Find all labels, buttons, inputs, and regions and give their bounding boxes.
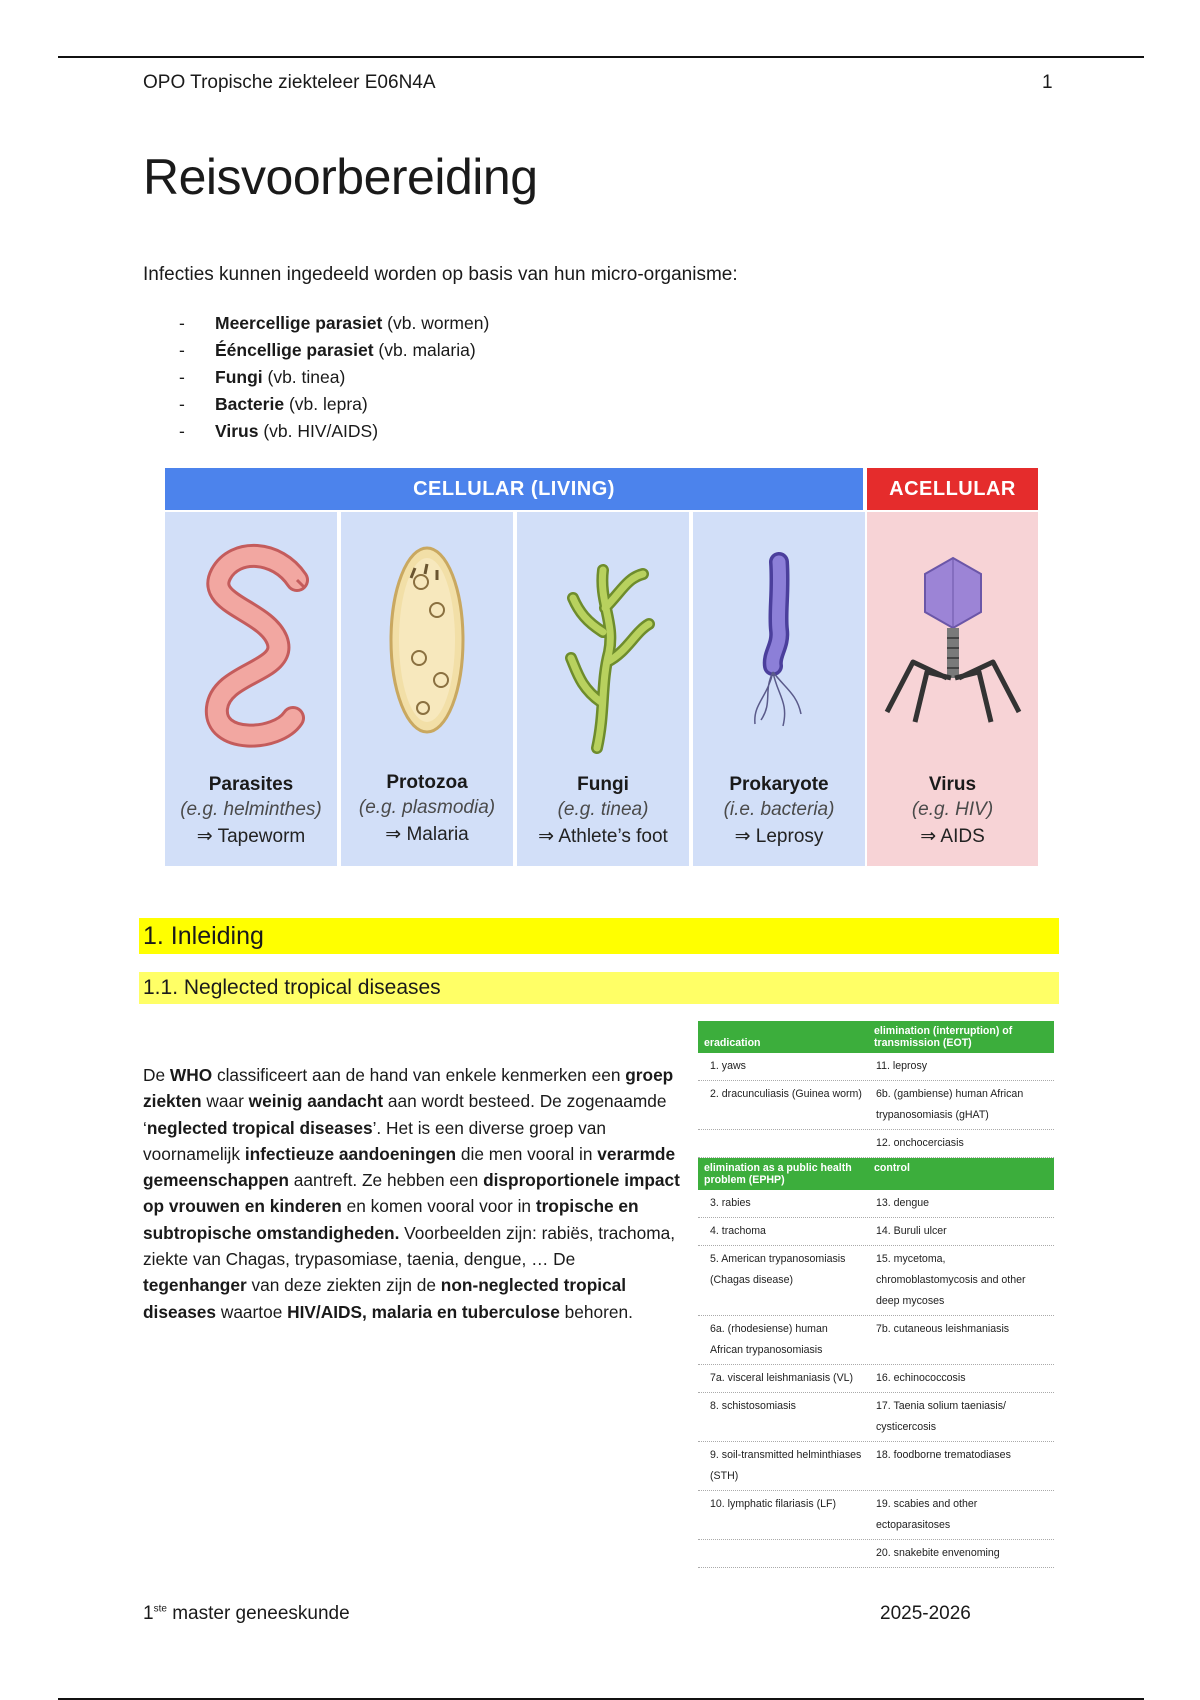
list-item: - Ééncellige parasiet (vb. malaria) [179,340,476,360]
panel-name: Prokaryote [729,774,829,795]
panel-example-disease: ⇒ Malaria [385,824,469,845]
panel-protozoa [341,512,513,866]
bacterium-icon [693,512,865,772]
panel-example-class: (e.g. helminthes) [180,799,322,820]
page-title: Reisvoorbereiding [143,149,538,205]
table-cell: 7a. visceral leishmaniasis (VL) [710,1372,854,1384]
heading-1: 1. Inleiding [143,922,264,950]
cellular-header: CELLULAR (LIVING) [165,468,863,510]
ntd-table [698,1021,1054,1568]
bold-run: disproportionele impact op vrouwen en kinderen [143,1170,680,1217]
acellular-header: ACELLULAR [867,468,1038,510]
table-group-right-header: control [874,1162,910,1174]
panel-example-class: (e.g. tinea) [557,799,649,820]
table-cell: 5. American trypanosomiasis (Chagas disease) [710,1253,846,1286]
panel-name: Virus [928,774,977,795]
table-cell: 18. foodborne trematodiases [876,1449,1011,1461]
text-run: De [143,1065,170,1085]
table-cell: 10. lymphatic filariasis (LF) [710,1498,836,1510]
text-run: behoren. [559,1301,633,1322]
table-cell: 19. scabies and other ectoparasitoses [876,1498,978,1531]
organism-list [143,310,489,445]
panel-fungi [517,512,689,866]
panel-example-disease: ⇒ Athlete’s foot [538,826,668,847]
table-cell: 20. snakebite envenoming [876,1547,1000,1559]
top-rule [58,56,1144,58]
bold-run: groep ziekten [143,1065,674,1112]
text-run: waartoe [216,1301,288,1322]
table-cell: 12. onchocerciasis [876,1137,964,1149]
table-cell: 14. Buruli ulcer [876,1225,947,1237]
table-group-header [698,1158,1054,1190]
heading-1-highlight [139,918,1059,954]
table-cell: 6b. (gambiense) human African trypanosomiasis (gHAT) [876,1088,1024,1121]
table-cell: 9. soil-transmitted helminthiases (STH) [710,1449,862,1482]
table-cell: 6a. (rhodesiense) human African trypanosomiasis [710,1323,828,1356]
table-group-left-header: elimination as a public health problem (EPHP) [704,1162,852,1186]
table-row [698,1442,1054,1491]
table-cell [698,1130,868,1157]
table-cell: 2. dracunculiasis (Guinea worm) [710,1088,862,1100]
panel-virus [867,512,1038,866]
text-run: en komen vooral voor in [341,1196,536,1217]
table-cell: 8. schistosomiasis [710,1400,796,1412]
table-group-header [698,1021,1054,1053]
text-run: Voorbeelden zijn: rabiës, trachoma, ziekte van Chagas, trypasomiase, taenia, dengue, … De [143,1222,676,1270]
bold-run: verarmde gemeenschappen [143,1143,676,1191]
fungi-icon [517,512,689,772]
table-row [698,1316,1054,1365]
table-cell: 15. mycetoma, chromoblastomycosis and other deep mycoses [876,1253,1026,1307]
table-row [698,1491,1054,1540]
virus-icon [867,512,1038,772]
text-run: van deze ziekten zijn de [246,1275,441,1296]
list-item: - Bacterie (vb. lepra) [179,394,368,414]
ntd-paragraph [143,1062,683,1325]
text-run: aantreft. Ze hebben een [288,1170,484,1191]
panel-name: Parasites [208,774,294,795]
header-course: OPO Tropische ziekteleer E06N4A [143,72,436,93]
bold-run: neglected tropical diseases [146,1117,373,1138]
text-run: ’. Het is een diverse groep van voornamelijk [143,1117,606,1164]
table-row [698,1081,1054,1130]
table-cell: 3. rabies [710,1197,751,1209]
table-cell [698,1540,868,1567]
protozoa-icon [341,512,513,772]
panel-example-class: (e.g. HIV) [911,799,994,820]
list-item: - Fungi (vb. tinea) [179,367,346,387]
bold-run: HIV/AIDS, malaria en tuberculose [287,1301,560,1322]
microorganism-figure [165,468,1038,866]
table-cell: 16. echinococcosis [876,1372,966,1384]
bold-run: tegenhanger [143,1275,247,1296]
bold-run: weinig aandacht [248,1091,384,1112]
table-row [698,1218,1054,1246]
panel-example-disease: ⇒ AIDS [920,826,985,847]
bold-run: tropische en subtropische omstandigheden. [143,1196,639,1243]
table-cell: 11. leprosy [876,1060,928,1072]
worm-icon [165,512,337,772]
bold-run: WHO [169,1065,213,1085]
table-row [698,1190,1054,1218]
list-item: - Virus (vb. HIV/AIDS) [179,421,379,441]
table-cell: 1. yaws [710,1060,746,1072]
table-group-right-header: elimination (interruption) of transmission (EOT) [874,1025,1013,1049]
table-row [698,1053,1054,1081]
table-cell: 17. Taenia solium taeniasis/ cysticercosis [876,1400,1006,1433]
text-run: classificeert aan de hand van enkele kenmerken een [212,1065,626,1085]
panel-example-class: (e.g. plasmodia) [358,797,496,818]
bold-run: non-neglected tropical diseases [143,1275,627,1322]
footer-left: 1ste master geneeskunde [143,1603,350,1624]
table-group-left-header: eradication [704,1037,761,1049]
text-run: die men vooral in [456,1143,598,1164]
header-page-number: 1 [1042,72,1053,93]
heading-1-1: 1.1. Neglected tropical diseases [143,976,441,999]
panel-prokaryote [693,512,865,866]
table-cell: 4. trachoma [710,1225,766,1237]
panel-example-class: (i.e. bacteria) [723,799,835,820]
table-row [698,1540,1054,1568]
table-row [698,1393,1054,1442]
table-row [698,1130,1054,1158]
panel-parasites [165,512,337,866]
footer-right: 2025-2026 [880,1603,971,1624]
list-item: - Meercellige parasiet (vb. wormen) [179,313,490,333]
panel-name: Protozoa [386,772,468,793]
table-row [698,1365,1054,1393]
table-cell: 13. dengue [876,1197,930,1209]
panel-example-disease: ⇒ Tapeworm [196,826,306,847]
table-cell: 7b. cutaneous leishmaniasis [876,1323,1010,1335]
panel-name: Fungi [577,774,629,795]
table-row [698,1246,1054,1316]
panel-example-disease: ⇒ Leprosy [734,826,824,847]
text-run: waar [201,1091,249,1112]
text-run: aan wordt besteed. De zogenaamde ‘ [143,1091,667,1138]
bold-run: infectieuze aandoeningen [244,1143,457,1164]
intro-text: Infecties kunnen ingedeeld worden op basis van hun micro-organisme: [143,264,738,285]
